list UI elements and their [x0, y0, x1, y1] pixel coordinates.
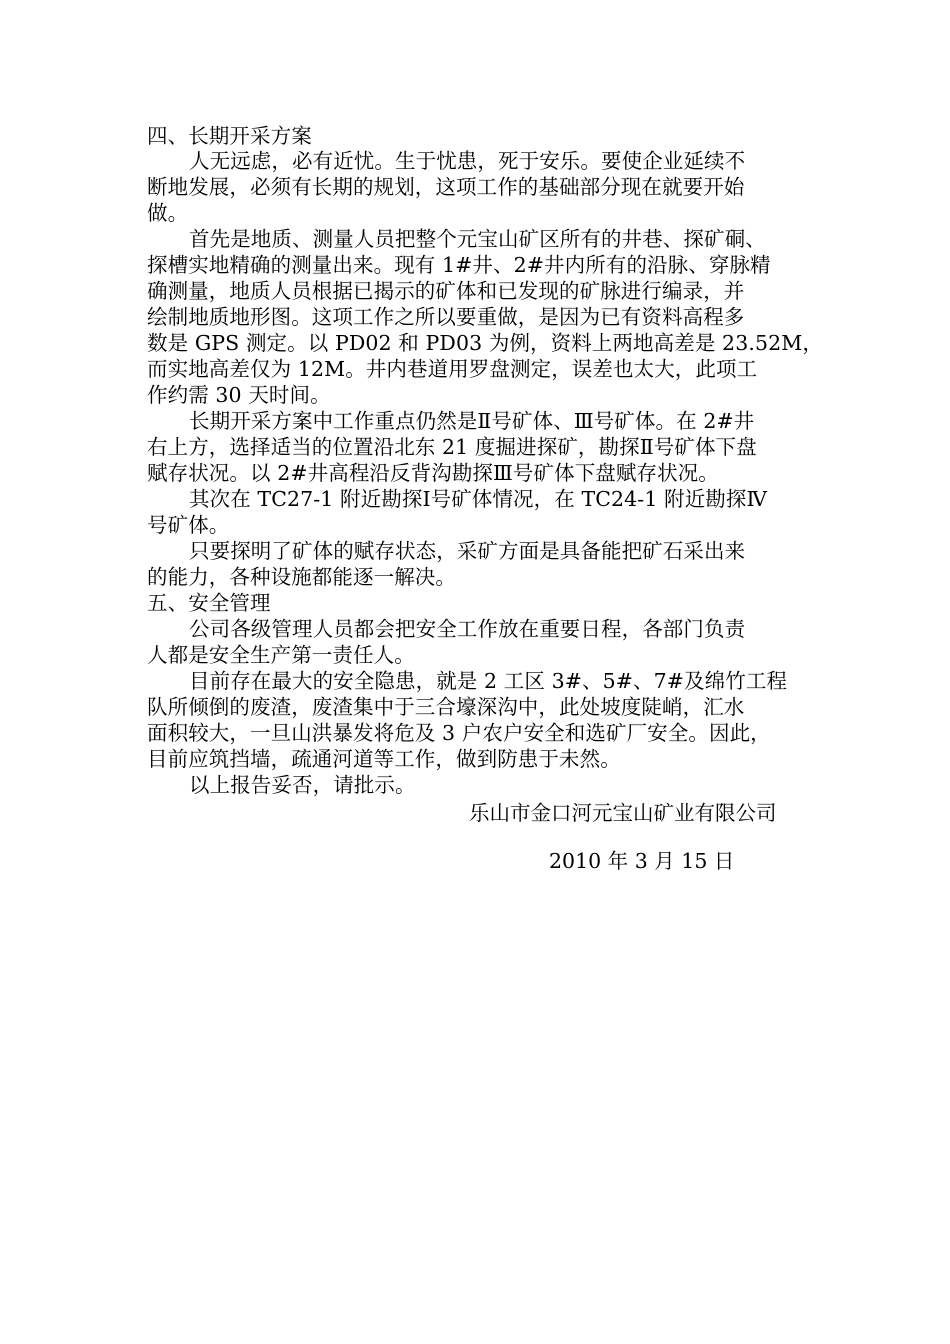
section-heading-safety-management: 五、安全管理	[147, 591, 271, 615]
paragraph-line: 右上方，选择适当的位置沿北东 21 度掘进探矿，勘探Ⅱ号矿体下盘	[147, 435, 757, 459]
paragraph-line: 作约需 30 天时间。	[147, 383, 331, 407]
paragraph-line: 的能力，各种设施都能逐一解决。	[147, 565, 456, 589]
paragraph-line: 长期开采方案中工作重点仍然是Ⅱ号矿体、Ⅲ号矿体。在 2#井	[189, 409, 755, 433]
section-heading-long-term-mining: 四、长期开采方案	[147, 124, 312, 148]
paragraph-line: 队所倾倒的废渣，废渣集中于三合壕深沟中，此处坡度陡峭，汇水	[147, 695, 745, 719]
signature-company: 乐山市金口河元宝山矿业有限公司	[469, 801, 777, 825]
paragraph-line: 其次在 TC27-1 附近勘探Ⅰ号矿体情况，在 TC24-1 附近勘探Ⅳ	[189, 487, 768, 511]
paragraph-line: 首先是地质、测量人员把整个元宝山矿区所有的井巷、探矿硐、	[189, 227, 766, 251]
paragraph-line: 公司各级管理人员都会把安全工作放在重要日程，各部门负责	[189, 617, 746, 641]
paragraph-line: 探槽实地精确的测量出来。现有 1#井、2#井内所有的沿脉、穿脉精	[147, 253, 771, 277]
paragraph-line: 只要探明了矿体的赋存状态，采矿方面是具备能把矿石采出来	[189, 539, 746, 563]
paragraph-line: 目前应筑挡墙，疏通河道等工作，做到防患于未然。	[147, 747, 621, 771]
closing-request-line: 以上报告妥否，请批示。	[189, 773, 416, 797]
paragraph-line: 数是 GPS 测定。以 PD02 和 PD03 为例，资料上两地高差是 23.52M，	[147, 331, 823, 355]
paragraph-line: 人无远虑，必有近忧。生于忧患，死于安乐。要使企业延续不	[189, 149, 746, 173]
paragraph-line: 确测量，地质人员根据已揭示的矿体和已发现的矿脉进行编录，并	[147, 279, 745, 303]
paragraph-line: 绘制地质地形图。这项工作之所以要重做，是因为已有资料高程多	[147, 305, 745, 329]
paragraph-line: 号矿体。	[147, 513, 230, 537]
paragraph-line: 面积较大，一旦山洪暴发将危及 3 户农户安全和选矿厂安全。因此，	[147, 721, 771, 745]
signature-date: 2010 年 3 月 15 日	[549, 849, 735, 873]
paragraph-line: 而实地高差仅为 12M。井内巷道用罗盘测定，误差也太大，此项工	[147, 357, 758, 381]
paragraph-line: 赋存状况。以 2#井高程沿反背沟勘探Ⅲ号矿体下盘赋存状况。	[147, 461, 719, 485]
paragraph-line: 断地发展，必须有长期的规划，这项工作的基础部分现在就要开始	[147, 175, 745, 199]
paragraph-line: 人都是安全生产第一责任人。	[147, 643, 415, 667]
paragraph-line: 做。	[147, 201, 189, 225]
paragraph-line: 目前存在最大的安全隐患，就是 2 工区 3#、5#、7#及绵竹工程	[189, 669, 788, 693]
